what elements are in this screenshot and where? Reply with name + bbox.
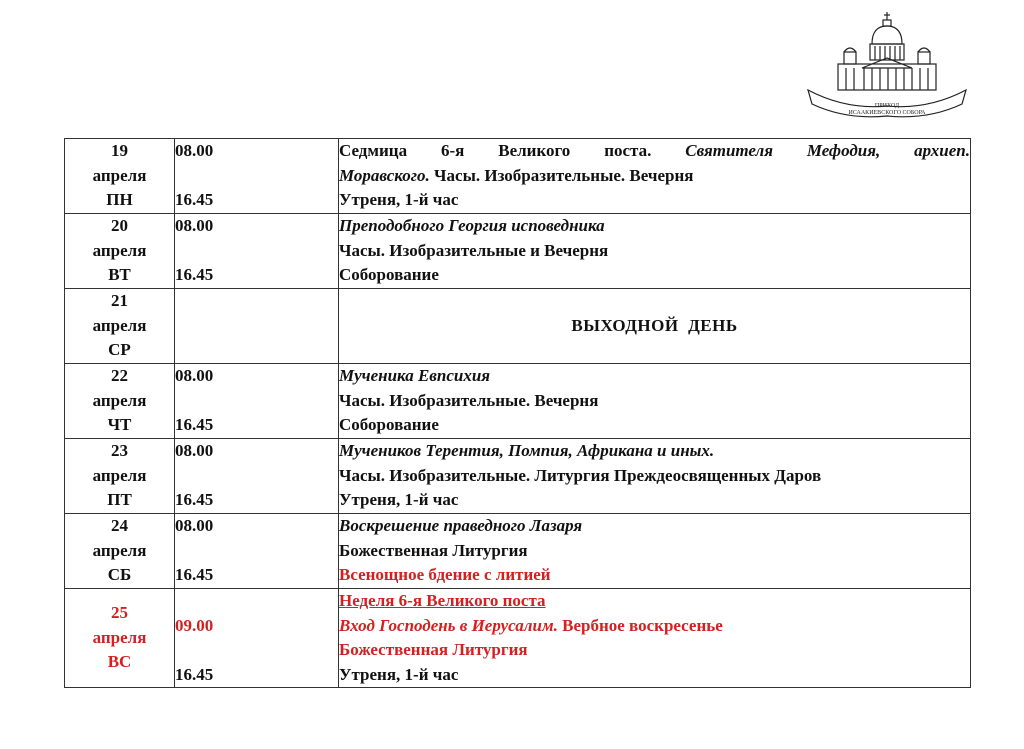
service-time: 08.00: [175, 366, 214, 385]
service-schedule-table: [64, 138, 971, 688]
date-cell: [65, 514, 175, 589]
svg-text:ПРИХОД: ПРИХОД: [874, 103, 900, 109]
month-label: апреля: [92, 315, 147, 335]
time-cell: [175, 589, 339, 688]
desc-line: Неделя 6-я Великого поста: [339, 591, 546, 610]
service-time: 08.00: [175, 516, 214, 535]
desc-line: Мучеников Терентия, Помпия, Африкана и иных.: [339, 441, 715, 460]
day-number: 21: [111, 291, 128, 310]
date-cell: [65, 214, 175, 289]
time-cell: [175, 139, 339, 214]
desc-line: Утреня, 1-й час: [339, 190, 459, 209]
month-label: апреля: [92, 390, 147, 410]
desc-line: Седмица 6-я Великого поста. Святителя Мефодия, архиеп.: [339, 141, 971, 160]
weekday-label: СР: [108, 340, 131, 359]
date-cell: [65, 364, 175, 439]
weekday-label: ЧТ: [107, 415, 132, 434]
day-off-label: ВЫХОДНОЙ ДЕНЬ: [339, 289, 971, 364]
service-time: 08.00: [175, 441, 214, 460]
day-number: 24: [111, 516, 128, 535]
description-cell: [339, 589, 971, 688]
service-time: 16.45: [175, 664, 214, 684]
date-cell: [65, 439, 175, 514]
table-row: [65, 139, 971, 214]
service-time: 16.45: [175, 490, 214, 509]
service-time: 16.45: [175, 415, 214, 434]
month-label: апреля: [92, 465, 147, 485]
description-cell: [339, 364, 971, 439]
weekday-label: ПТ: [107, 490, 132, 509]
month-label: апреля: [92, 627, 147, 647]
service-time: 09.00: [175, 615, 214, 635]
description-cell: [339, 139, 971, 214]
desc-line: Часы. Изобразительные. Вечерня: [339, 390, 599, 410]
table-row: [65, 214, 971, 289]
desc-line: Часы. Изобразительные. Литургия Преждеосвященных Даров: [339, 465, 822, 485]
weekday-label: ВС: [107, 652, 132, 672]
desc-line: Божественная Литургия: [339, 640, 528, 659]
cathedral-icon: [806, 10, 968, 120]
svg-text:ИСААКИЕВСКОГО СОБОРА: ИСААКИЕВСКОГО СОБОРА: [848, 110, 926, 116]
time-cell: [175, 439, 339, 514]
desc-line: Мученика Евпсихия: [339, 366, 491, 385]
date-cell: [65, 289, 175, 364]
table-row: [65, 439, 971, 514]
day-number: 19: [111, 141, 128, 160]
service-time: 08.00: [175, 141, 214, 160]
weekday-label: СБ: [107, 565, 132, 584]
description-cell: [339, 439, 971, 514]
description-cell: [339, 514, 971, 589]
service-time: 16.45: [175, 565, 214, 584]
desc-line: Моравского. Часы. Изобразительные. Вечерня: [339, 165, 694, 185]
desc-line: Утреня, 1-й час: [339, 664, 459, 684]
desc-line: Утреня, 1-й час: [339, 490, 459, 509]
desc-line: Часы. Изобразительные и Вечерня: [339, 240, 609, 260]
day-number: 25: [111, 603, 128, 623]
time-cell: [175, 364, 339, 439]
desc-line: Всенощное бдение с литией: [339, 565, 551, 584]
time-cell: [175, 289, 339, 364]
table-row: [65, 514, 971, 589]
description-cell: [339, 214, 971, 289]
date-cell: [65, 589, 175, 688]
month-label: апреля: [92, 240, 147, 260]
desc-line: Соборование: [339, 265, 439, 284]
table-row: [65, 589, 971, 688]
service-time: 16.45: [175, 190, 214, 209]
table-row: [65, 289, 971, 364]
parish-logo: [806, 10, 968, 120]
desc-line: Божественная Литургия: [339, 540, 528, 560]
table-row: [65, 364, 971, 439]
weekday-label: ВТ: [108, 265, 131, 284]
service-time: 16.45: [175, 265, 214, 284]
day-number: 20: [111, 216, 128, 235]
time-cell: [175, 514, 339, 589]
date-cell: [65, 139, 175, 214]
service-time: 08.00: [175, 216, 214, 235]
day-number: 22: [111, 366, 128, 385]
month-label: апреля: [92, 165, 147, 185]
desc-line: Соборование: [339, 415, 439, 434]
weekday-label: ПН: [106, 190, 133, 209]
time-cell: [175, 214, 339, 289]
desc-line: Воскрешение праведного Лазаря: [339, 516, 583, 535]
day-number: 23: [111, 441, 128, 460]
desc-line: Вход Господень в Иерусалим. Вербное воскресенье: [339, 615, 723, 635]
month-label: апреля: [92, 540, 147, 560]
desc-line: Преподобного Георгия исповедника: [339, 216, 605, 235]
